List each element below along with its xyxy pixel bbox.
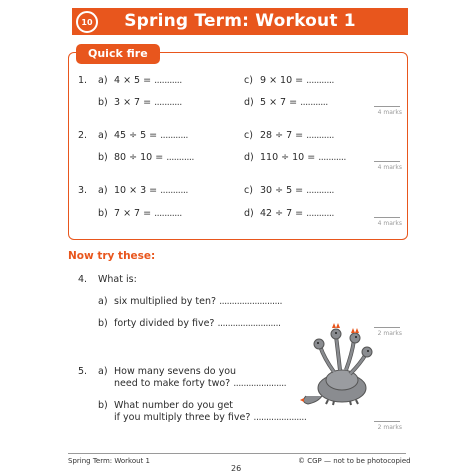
part-label: d) xyxy=(244,208,254,219)
question-text: forty divided by five? xyxy=(114,318,215,329)
question-expression: 10 × 3 = xyxy=(114,185,158,196)
question-number: 4. xyxy=(78,274,88,285)
question-text: What number do you get xyxy=(114,400,234,411)
question-number: 5. xyxy=(78,366,88,377)
question-expression: 42 ÷ 7 = xyxy=(260,208,304,219)
footer-copyright: © CGP — not to be photocopied xyxy=(298,457,411,465)
question-expression: 110 ÷ 10 = xyxy=(260,152,316,163)
part-label: a) xyxy=(98,75,108,86)
marks-line xyxy=(374,217,400,218)
page-header xyxy=(72,8,408,35)
part-label: b) xyxy=(98,208,108,219)
answer-blank[interactable]: ........... xyxy=(154,75,182,86)
part-label: c) xyxy=(244,130,253,141)
answer-blank[interactable]: ........... xyxy=(318,152,346,163)
question-expression: 4 × 5 = xyxy=(114,75,152,86)
marks-line xyxy=(374,327,400,328)
part-label: b) xyxy=(98,152,108,163)
answer-blank[interactable]: ........... xyxy=(160,130,188,141)
question-number: 1. xyxy=(78,75,88,86)
part-label: b) xyxy=(98,318,108,329)
answer-blank[interactable]: ........... xyxy=(160,185,188,196)
part-label: c) xyxy=(244,75,253,86)
answer-blank[interactable]: ......................... xyxy=(219,296,283,307)
marks-line xyxy=(374,161,400,162)
marks-label: 4 marks xyxy=(377,220,402,227)
answer-blank[interactable]: ........... xyxy=(306,185,334,196)
question-text: six multiplied by ten? xyxy=(114,296,217,307)
answer-blank[interactable]: ........... xyxy=(306,130,334,141)
part-label: a) xyxy=(98,366,108,377)
question-expression: 7 × 7 = xyxy=(114,208,152,219)
answer-blank[interactable]: ......................... xyxy=(217,318,281,329)
answer-blank[interactable]: ........... xyxy=(154,208,182,219)
footer-left-text: Spring Term: Workout 1 xyxy=(68,457,150,465)
quick-fire-tab: Quick fire xyxy=(76,44,160,64)
marks-line xyxy=(374,421,400,422)
answer-blank[interactable]: ..................... xyxy=(253,412,307,423)
part-label: b) xyxy=(98,400,108,411)
stopwatch-icon xyxy=(75,10,99,34)
workout-time-badge: 10 xyxy=(78,13,96,31)
part-label: b) xyxy=(98,97,108,108)
section-title: Now try these: xyxy=(68,250,156,262)
answer-blank[interactable]: ........... xyxy=(300,97,328,108)
question-text: How many sevens do you xyxy=(114,366,237,377)
answer-blank[interactable]: ........... xyxy=(166,152,194,163)
question-expression: 80 ÷ 10 = xyxy=(114,152,164,163)
part-label: d) xyxy=(244,97,254,108)
question-number: 3. xyxy=(78,185,88,196)
question-expression: 5 × 7 = xyxy=(260,97,298,108)
marks-label: 2 marks xyxy=(377,330,402,337)
part-label: d) xyxy=(244,152,254,163)
page-number: 26 xyxy=(231,464,242,473)
answer-blank[interactable]: ........... xyxy=(306,208,334,219)
question-expression: 30 ÷ 5 = xyxy=(260,185,304,196)
part-label: a) xyxy=(98,185,108,196)
answer-blank[interactable]: ........... xyxy=(306,75,334,86)
question-expression: 9 × 10 = xyxy=(260,75,304,86)
marks-label: 2 marks xyxy=(377,424,402,431)
page-title: Spring Term: Workout 1 xyxy=(124,11,356,31)
question-expression: 28 ÷ 7 = xyxy=(260,130,304,141)
marks-line xyxy=(374,106,400,107)
question-intro: What is: xyxy=(98,274,137,285)
part-label: c) xyxy=(244,185,253,196)
answer-blank[interactable]: ........... xyxy=(154,97,182,108)
question-text: need to make forty two? xyxy=(114,378,231,389)
question-text: if you multiply three by five? xyxy=(114,412,251,423)
answer-blank[interactable]: ..................... xyxy=(233,378,287,389)
footer-divider xyxy=(68,453,406,454)
question-expression: 45 ÷ 5 = xyxy=(114,130,158,141)
part-label: a) xyxy=(98,296,108,307)
monster-illustration xyxy=(298,322,376,406)
marks-label: 4 marks xyxy=(377,164,402,171)
question-number: 2. xyxy=(78,130,88,141)
question-expression: 3 × 7 = xyxy=(114,97,152,108)
part-label: a) xyxy=(98,130,108,141)
marks-label: 4 marks xyxy=(377,109,402,116)
